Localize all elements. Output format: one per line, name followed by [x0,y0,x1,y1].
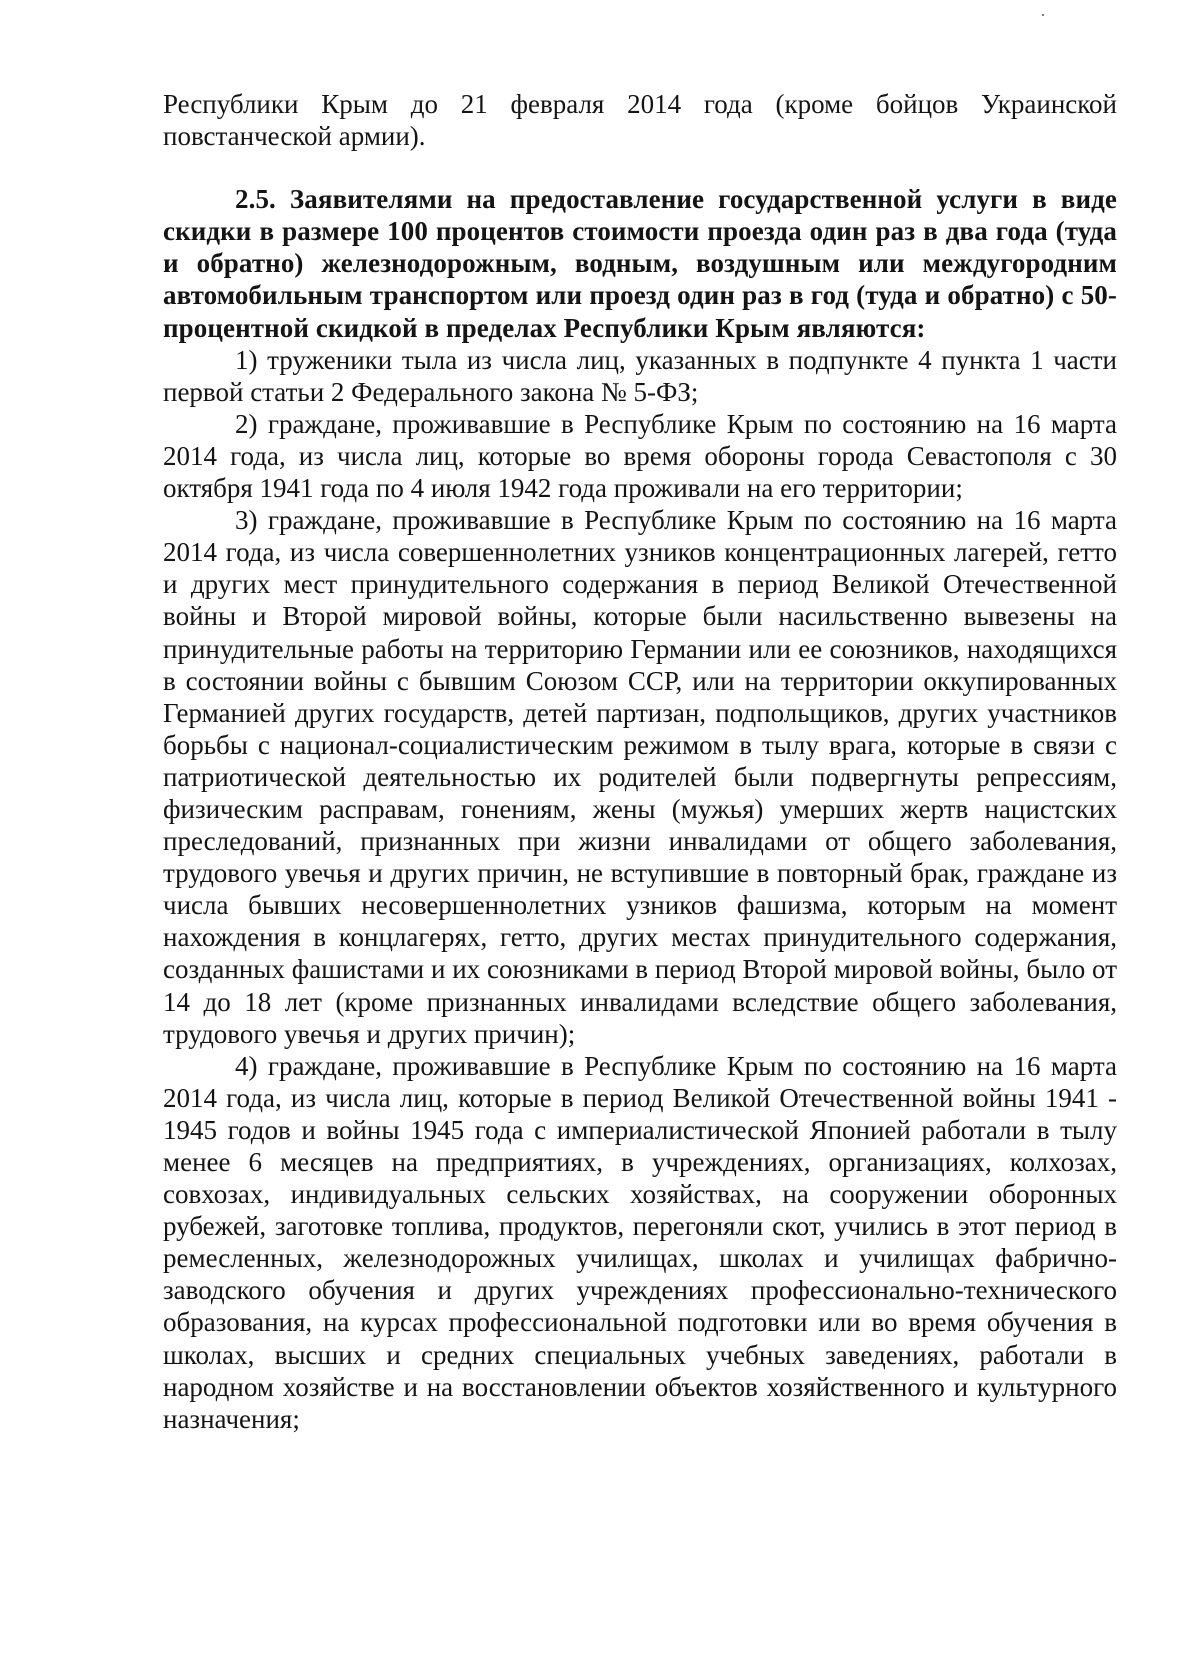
intro-paragraph: Республики Крым до 21 февраля 2014 года (кроме бойцов Украинской повстанческой армии). [163,89,1117,152]
section-2-5-heading: 2.5. Заявителями на предоставление государственной услуги в виде скидки в размере 100 процентов стоимости проезда один раз в два года (туда и обратно) железнодорожным, водным, воздушным или междугородним автомобильным транспортом или проезд один раз в год (туда и обратно) с 50-процентной скидкой в пределах Республики Крым являются: [163,184,1117,343]
list-item-3: 3) граждане, проживавшие в Республике Крым по состоянию на 16 марта 2014 года, из числа совершеннолетних узников концентрационных лагерей, гетто и других мест принудительного содержания в период Великой Отечественной войны и Второй мировой войны, которые были насильственно вывезены на принудительные работы на территорию Германии или ее союзников, находящихся в состоянии войны с бывшим Союзом ССР, или на территории оккупированных Германией других государств, детей партизан, подпольщиков, других участников борьбы с национал-социалистическим режимом в тылу врага, которые в связи с патриотической деятельностью их родителей были подвергнуты репрессиям, физическим расправам, гонениям, жены (мужья) умерших жертв нацистских преследований, признанных при жизни инвалидами от общего заболевания, трудового увечья и других причин, не вступившие в повторный брак, граждане из числа бывших несовершеннолетних узников фашизма, которым на момент нахождения в концлагерях, гетто, других местах принудительного содержания, созданных фашистами и их союзниками в период Второй мировой войны, было от 14 до 18 лет (кроме признанных инвалидами вследствие общего заболевания, трудового увечья и других причин); [163,505,1117,1049]
scan-speck [1042,14,1044,16]
list-item-2: 2) граждане, проживавшие в Республике Крым по состоянию на 16 марта 2014 года, из числа лиц, которые во время обороны города Севастополя с 30 октября 1941 года по 4 июля 1942 года проживали на его территории; [163,408,1117,504]
list-item-4: 4) граждане, проживавшие в Республике Крым по состоянию на 16 марта 2014 года, из числа лиц, которые в период Великой Отечественной войны 1941 - 1945 годов и войны 1945 года с империалистической Японией работали в тылу менее 6 месяцев на предприятиях, в учреждениях, организациях, колхозах, совхозах, индивидуальных сельских хозяйствах, на сооружении оборонных рубежей, заготовке топлива, продуктов, перегоняли скот, учились в этот период в ремесленных, железнодорожных училищах, школах и училищах фабрично-заводского обучения и других учреждениях профессионально-технического образования, на курсах профессиональной подготовки или во время обучения в школах, высших и средних специальных учебных заведениях, работали в народном хозяйстве и на восстановлении объектов хозяйственного и культурного назначения; [163,1050,1117,1434]
list-item-1: 1) труженики тыла из числа лиц, указанных в подпункте 4 пункта 1 части первой статьи 2 Федерального закона № 5-ФЗ; [163,344,1117,407]
document-page [163,88,1117,1435]
